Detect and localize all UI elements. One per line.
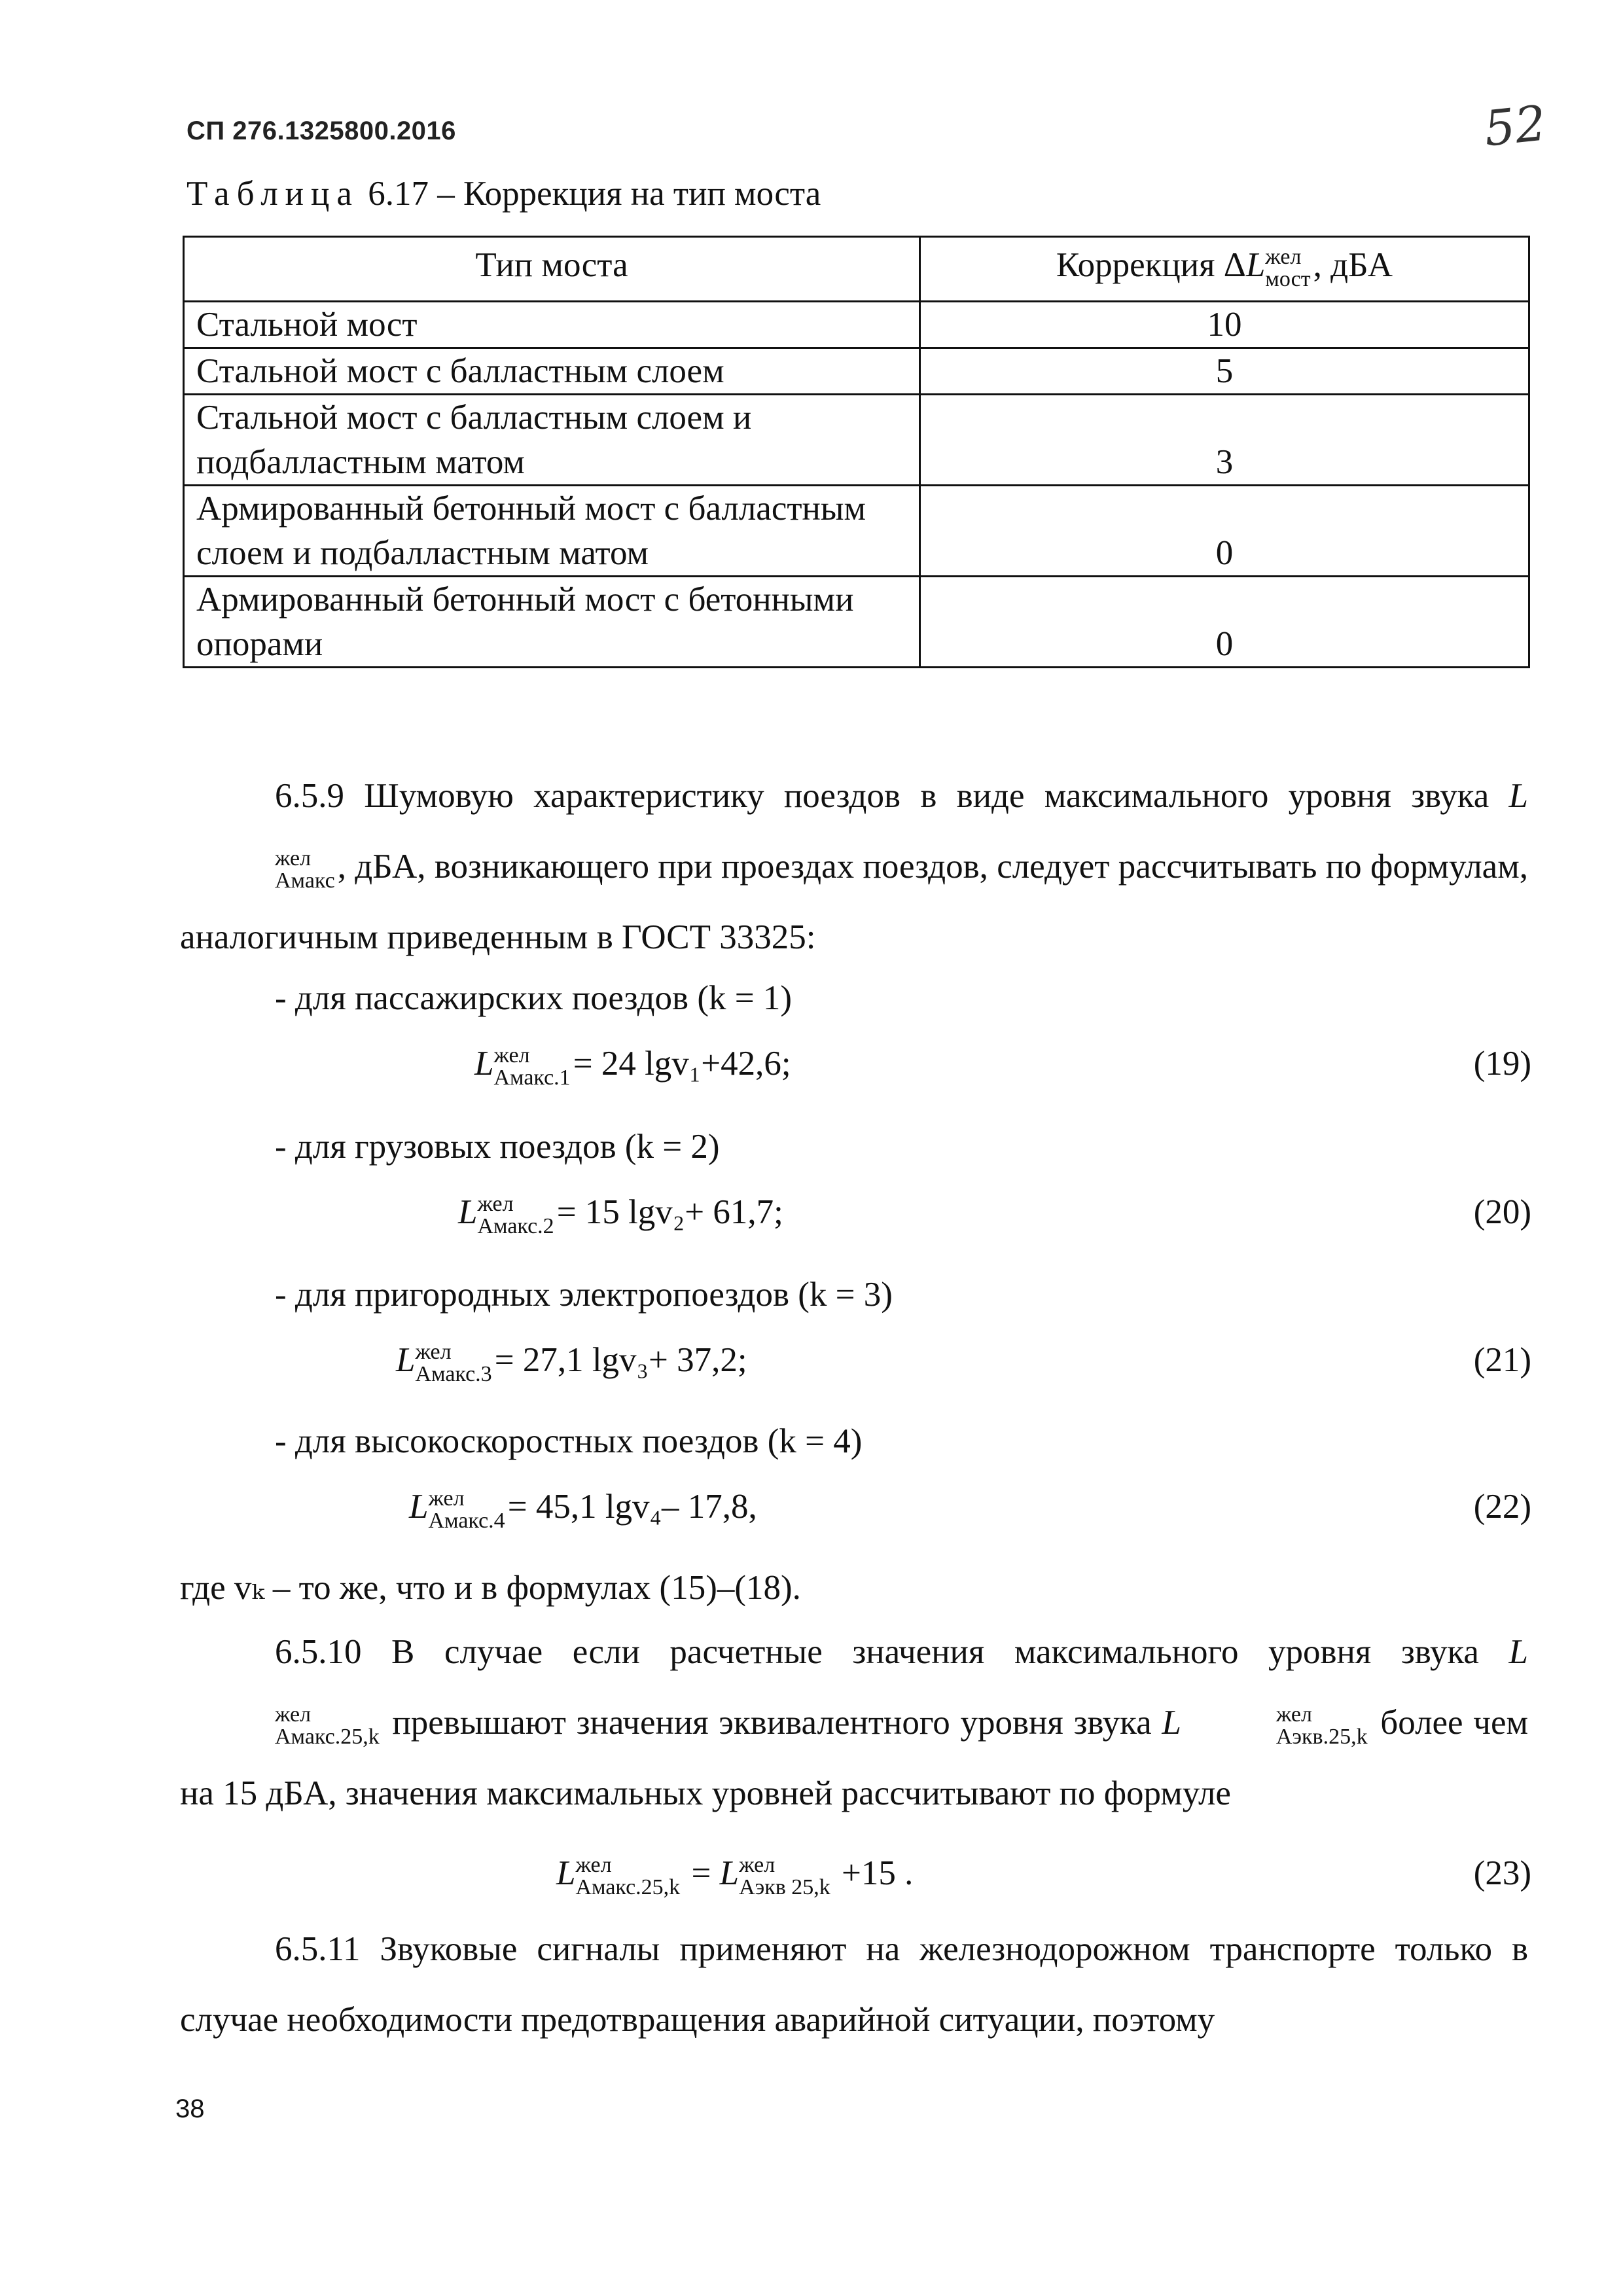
row-name: Армированный бетонный мост с балластным слоем и подбалластным матом [184,486,920,577]
formula-equals: = [683,1854,720,1892]
row-value: 5 [920,348,1529,395]
formula-sup: жел [428,1486,465,1511]
symbol-sup: жел [275,1702,312,1727]
row-value: 0 [920,577,1529,668]
formula-rhs: = 27,1 lgv₃+ 37,2; [494,1341,747,1379]
formula-sub: Aмакс.1 [493,1065,571,1090]
equation-number-23: (23) [1473,1854,1531,1892]
formula-sup: жел [477,1191,514,1216]
formula-sub: Aмакс.3 [415,1361,492,1386]
item-label-2: - для грузовых поездов (k = 2) [275,1128,720,1166]
symbol-sup: жел [1275,1702,1312,1727]
where-clause: где vₖ – то же, что и в формулах (15)–(18). [180,1569,801,1607]
paragraph-6-5-9: 6.5.9 Шумовую характеристику поездов в виде максимального уровня звука L жел Aмакс , дБА, возникающего при проездах поездов, следует рассчитывать по формулам, аналогичным приведенным в ГОСТ 33325: [180,777,1528,956]
header-correction: Коррекция ΔL жел мост , дБА [920,237,1529,302]
document-code: СП 276.1325800.2016 [187,117,456,145]
paragraph-6-5-10-part-b: превышают значения эквивалентного уровня звука [392,1704,1152,1742]
table-caption [187,174,821,213]
formula-19: L жел Aмакс.1 = 24 lgv₁+42,6; [474,1043,791,1090]
bridge-correction-table [183,236,1530,668]
formula-sup: жел [493,1043,530,1067]
formula-tail: +15 . [832,1854,914,1892]
paragraph-6-5-11: 6.5.11 Звуковые сигналы применяют на железнодорожном транспорте только в случае необходимости предотвращения аварийной ситуации, поэтому [180,1930,1528,2039]
row-name: Стальной мост [184,302,920,348]
table-caption-label: Таблица [187,175,359,213]
table-row [184,577,1529,668]
symbol-sub: Aэкв.25,k [1275,1724,1368,1749]
paragraph-6-5-10: 6.5.10 В случае если расчетные значения максимального уровня звука L жел Aмакс.25,k превышают значения эквивалентного уровня звука L жел Aэкв.25,k более чем на 15 дБА, значения максимальных уровней рассчитывают по формуле [180,1633,1529,1812]
formula-sup: жел [575,1852,612,1877]
item-label-1: - для пассажирских поездов (k = 1) [275,979,793,1017]
row-value: 0 [920,486,1529,577]
symbol-sub: Aмакс.25,k [275,1724,380,1749]
equation-number-19: (19) [1473,1045,1531,1083]
formula-sub: Aмакс.4 [428,1508,505,1533]
handwritten-page-mark: 52 [1481,95,1549,158]
row-name: Армированный бетонный мост с бетонными опорами [184,577,920,668]
formula-22: L жел Aмакс.4 = 45,1 lgv₄– 17,8, [409,1486,757,1533]
item-label-3: - для пригородных электропоездов (k = 3) [275,1276,893,1314]
equation-number-20: (20) [1473,1193,1531,1231]
formula-sup: жел [739,1852,776,1877]
formula-20: L жел Aмакс.2 = 15 lgv₂+ 61,7; [458,1191,783,1238]
table-header-row [184,237,1529,302]
formula-sub-right: Aэкв 25,k [739,1874,830,1899]
header-correction-prefix: Коррекция Δ [1056,246,1246,284]
paragraph-6-5-10-part-a: 6.5.10 В случае если расчетные значения максимального уровня звука [275,1633,1479,1671]
item-label-4: - для высокоскоростных поездов (k = 4) [275,1422,863,1460]
table-caption-text: 6.17 – Коррекция на тип моста [368,175,821,213]
paragraph-6-5-10-part-c: более чем на 15 дБА, значения максимальных уровней рассчитывают по формуле [180,1704,1529,1812]
symbol-sup: жел [275,846,312,870]
page-number: 38 [175,2094,205,2123]
row-value: 10 [920,302,1529,348]
equation-number-21: (21) [1473,1341,1531,1379]
formula-rhs: = 15 lgv₂+ 61,7; [556,1193,783,1231]
row-name: Стальной мост с балластным слоем [184,348,920,395]
header-sub: мост [1265,266,1311,291]
header-bridge-type: Тип моста [184,237,920,302]
formula-23: L жел Aмакс.25,k = L жел Aэкв 25,k +15 . [556,1852,914,1899]
equation-number-22: (22) [1473,1488,1531,1526]
formula-rhs: = 45,1 lgv₄– 17,8, [507,1488,757,1526]
row-value: 3 [920,395,1529,486]
paragraph-6-5-9-rest: , дБА, возникающего при проездах поездов, следует рассчитывать по формулам, аналогичным приведенным в ГОСТ 33325: [180,848,1528,956]
formula-sup: жел [415,1339,452,1364]
paragraph-6-5-9-intro: 6.5.9 Шумовую характеристику поездов в виде максимального уровня звука [275,777,1489,815]
formula-sub-left: Aмакс.25,k [575,1874,681,1899]
header-correction-suffix: , дБА [1313,246,1393,284]
header-sup: жел [1265,244,1302,269]
symbol-indices [180,848,335,892]
header-correction-indices [1265,246,1310,291]
table-row [184,395,1529,486]
row-name: Стальной мост с балластным слоем и подбалластным матом [184,395,920,486]
table-row [184,348,1529,395]
table-row [184,302,1529,348]
formula-sub: Aмакс.2 [477,1213,554,1238]
formula-21: L жел Aмакс.3 = 27,1 lgv₃+ 37,2; [396,1339,747,1386]
symbol-sub: Aмакс [275,868,335,893]
table-row [184,486,1529,577]
formula-rhs: = 24 lgv₁+42,6; [573,1045,791,1083]
